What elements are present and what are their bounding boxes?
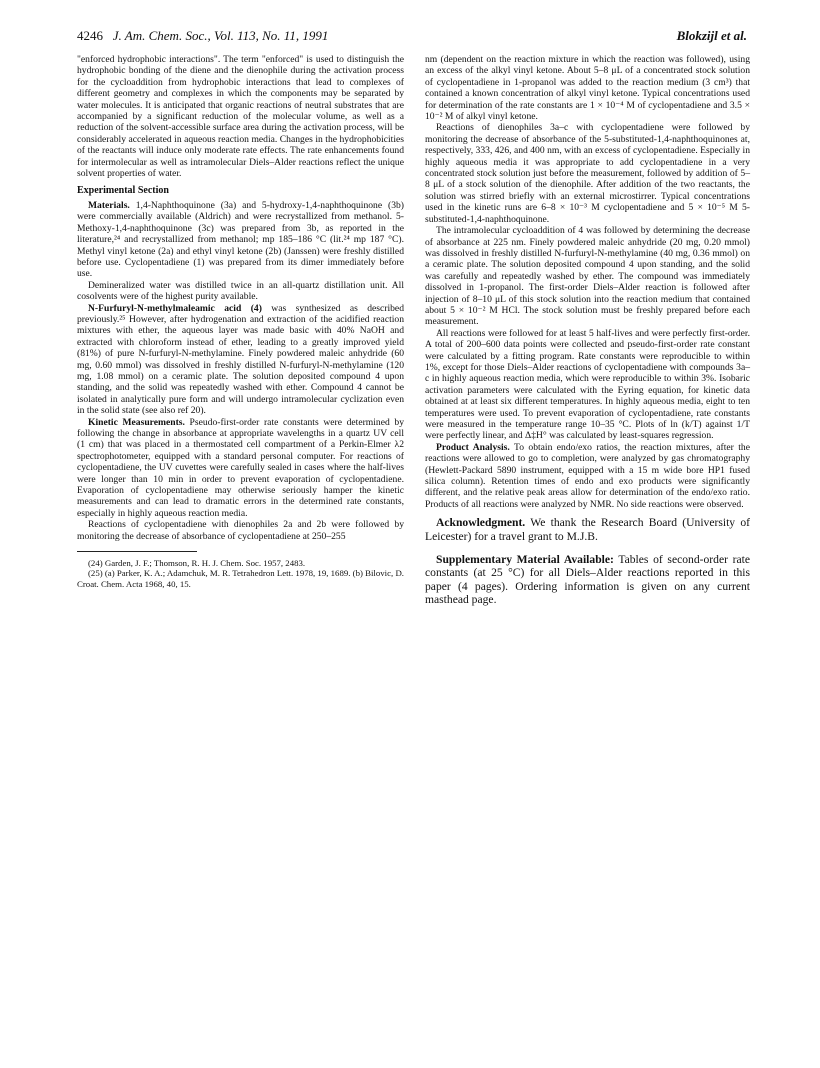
ack-text: We thank the Research Board (University of Leicester) for a travel grant to M.J.B. — [425, 516, 750, 543]
header-authors: Blokzijl et al. — [676, 28, 747, 43]
supp-text: Tables of second-order rate constants (at 25 °C) for all Diels–Alder reactions reported in this paper (4 pages). Ordering information is given on any current masthead page. — [425, 553, 750, 607]
footnote-rule — [77, 551, 197, 552]
ack-lead: Acknowledgment. — [436, 516, 526, 530]
footnote-24: (24) Garden, J. F.; Thomson, R. H. J. Chem. Soc. 1957, 2483. — [88, 558, 306, 569]
intro-paragraph: "enforced hydrophobic interactions". The term "enforced" is used to distinguish the hydrophobic bonding of the diene and the dienophile during the activation process for the cycloaddition from hydrophobic interactions that lead to complexes of different geometry and complexes in which the components may be separated by water molecules. It is anticipated that organic reactions of neutral substrates that are accompanied by a significant reduction of the molecular volume, as well as a reduction of the solvent-accessible surface area during the activation process, will be considerably accelerated in aqueous reaction media. Changes in the hydrophobicities of the reactants will induce only moderate rate effects. The rate enhancements found for intermolecular as well as intramolecular Diels–Alder reactions reflect the unique solvent properties of water. — [77, 54, 404, 180]
section-title: Experimental Section — [77, 185, 169, 197]
supp-lead: Supplementary Material Available: — [436, 553, 614, 567]
left-column — [77, 54, 404, 589]
acid-lead: N-Furfuryl-N-methylmaleamic acid (4) — [88, 302, 262, 314]
supplementary-paragraph — [425, 553, 750, 607]
header-left — [77, 28, 328, 44]
footnote-25: (25) (a) Parker, K. A.; Adamchuk, M. R. Tetrahedron Lett. 1978, 19, 1689. (b) Bilovic, D. Croat. Chem. Acta 1968, 40, 15. — [77, 568, 404, 589]
acid-paragraph — [77, 303, 404, 417]
page-number: 4246 — [77, 28, 103, 43]
materials-text: 1,4-Naphthoquinone (3a) and 5-hydroxy-1,4-naphthoquinone (3b) were commercially available (Aldrich) and were recrystallized from methanol. 5-Methoxy-1,4-naphthoquinone (3c) was prepared from 3b, as reported in the literature,²⁴ and recrystallized from methanol; mp 185–186 °C (lit.²⁴ mp 187 °C). Methyl vinyl ketone (2a) and ethyl vinyl ketone (2b) (Janssen) were freshly distilled before use. Cyclopentadiene (1) was prepared from its dimer immediately before use. — [77, 199, 404, 280]
acid-text: was synthesized as described previously.²⁵ However, after hydrogenation and extraction of the acidified reaction mixtures with ether, the aqueous layer was made basic with 40% NaOH and extracted with chloroform instead of ether, leading to a greatly improved yield (81%) of pure N-furfuryl-N-methylamine. Finely powdered maleic anhydride (60 mg, 0.60 mmol) was dissolved in freshly distilled N-furfuryl-N-methylamine (120 mg, 1.08 mmol) on a ceramic plate. The solution deposited compound 4 upon standing, and the solid was repeatedly washed with ether. Compound 4 cannot be isolated in analytically pure form and will undergo intramolecular cyclization even in the solid state (see also ref 20). — [77, 302, 404, 417]
halflives-paragraph: All reactions were followed for at least 5 half-lives and were perfectly first-order. A total of 200–600 data points were collected and pseudo-first-order rate constant were calculated by a fitting program. Rate constants were reproducible to within 1%, except for those Diels–Alder reactions of cyclopentadiene with compounds 3a–c in highly aqueous reaction media, which were reproducible to within 3%. Isobaric activation parameters were calculated with the Eyring equation, for kinetic data obtained at at least six different temperatures. In highly aqueous media, eight to ten temperatures were used. To prevent evaporation of cyclopentadiene, rate constants were measured in the temperature range 10–35 °C. Plots of ln (k/T) against 1/T were perfectly linear, and Δ‡H° was calculated by least-squares regression. — [425, 327, 750, 442]
volume-info: Vol. 113, No. 11, 1991 — [213, 28, 329, 43]
water-paragraph: Demineralized water was distilled twice in an all-quartz distillation unit. All cosolvents were of the highest purity available. — [77, 279, 404, 303]
kinetic-text: Pseudo-first-order rate constants were determined by following the change in absorbance at appropriate wavelengths in a quartz UV cell (1 cm) that was placed in a thermostated cell compartment of a Perkin-Elmer λ2 spectrophotometer, equipped with a standard personal computer. For reactions of cyclopentadiene, the UV cuvettes were carefully sealed in cases where the half-lives were longer than 10 min in order to prevent evaporation of cyclopentadiene. Evaporation of cyclopentadiene may otherwise seriously hamper the kinetic measurements and can lead to dramatic errors in the determined rate constants, especially in highly aqueous reaction media. — [77, 416, 404, 519]
materials-lead: Materials. — [88, 199, 130, 211]
product-paragraph — [425, 442, 750, 510]
kinetic-lead: Kinetic Measurements. — [88, 416, 185, 428]
footnotes — [77, 558, 404, 589]
intramolecular-paragraph: The intramolecular cycloaddition of 4 was followed by determining the decrease of absorbance at 225 nm. Finely powdered maleic anhydride (20 mg, 0.20 mmol) was dissolved in freshly distilled N-furfuryl-N-methylamine (40 mg, 0.36 mmol) on a ceramic plate. The solution deposited compound 4 upon standing, and the solid was carefully and repeatedly washed by ether. The compound was immediately dissolved in 1-propanol. The first-order Diels–Alder reaction is followed after injection of 8–10 μL of this stock solution into the reaction medium that contained about 5 × 10⁻² M HCl. The stock solution must be freshly prepared before each measurement. — [425, 225, 750, 328]
product-text: To obtain endo/exo ratios, the reaction mixtures, after the reactions were allowed to go to completion, were analyzed by gas chromatography (Hewlett-Packard 5890 instrument, equipped with a 15 m wide bore HP1 fused silica column). Retention times of endo and exo products were significantly different, and the relative peak areas allow for determination of the endo/exo ratio. Products of all reactions were analyzed by NMR. No side reactions were observed. — [425, 441, 750, 510]
journal-name: J. Am. Chem. Soc., — [112, 28, 211, 43]
continuation-paragraph: nm (dependent on the reaction mixture in which the reaction was followed), using an excess of the alkyl vinyl ketone. About 5–8 μL of a concentrated stock solution of cyclopentadiene in 1-propanol was added to the reaction medium (3 cm³) that contained a known concentration of alkyl vinyl ketone. Typical concentrations used for determination of the rate constants are 1 × 10⁻⁴ M of cyclopentadiene and 3.5 × 10⁻² M of alkyl vinyl ketone. — [425, 54, 750, 123]
right-column — [425, 54, 750, 607]
acknowledgment-paragraph — [425, 516, 750, 543]
product-lead: Product Analysis. — [436, 441, 510, 453]
reactions-paragraph: Reactions of cyclopentadiene with dienophiles 2a and 2b were followed by monitoring the decrease of absorbance of cyclopentadiene at 250–255 — [77, 519, 404, 542]
running-header — [77, 28, 747, 48]
dienophiles-paragraph: Reactions of dienophiles 3a–c with cyclopentadiene were followed by monitoring the decrease of absorbance of the 5-substituted-1,4-naphthoquinones at, respectively, 333, 426, and 400 nm, with an excess of cyclopentadiene. Especially in highly aqueous media it was appropriate to add cyclopentadiene in a very concentrated stock solution just before the measurement, followed by addition of 5–8 μL of a stock solution of the dienophile. After addition of the two reactants, the solution was stirred briefly with an external microstirrer. Typical concentrations used in the kinetic runs are 6–8 × 10⁻³ M cyclopentadiene and 5 × 10⁻⁵ M 5-substituted-1,4-naphthoquinone. — [425, 122, 750, 225]
kinetic-paragraph — [77, 417, 404, 520]
materials-paragraph — [77, 200, 404, 280]
